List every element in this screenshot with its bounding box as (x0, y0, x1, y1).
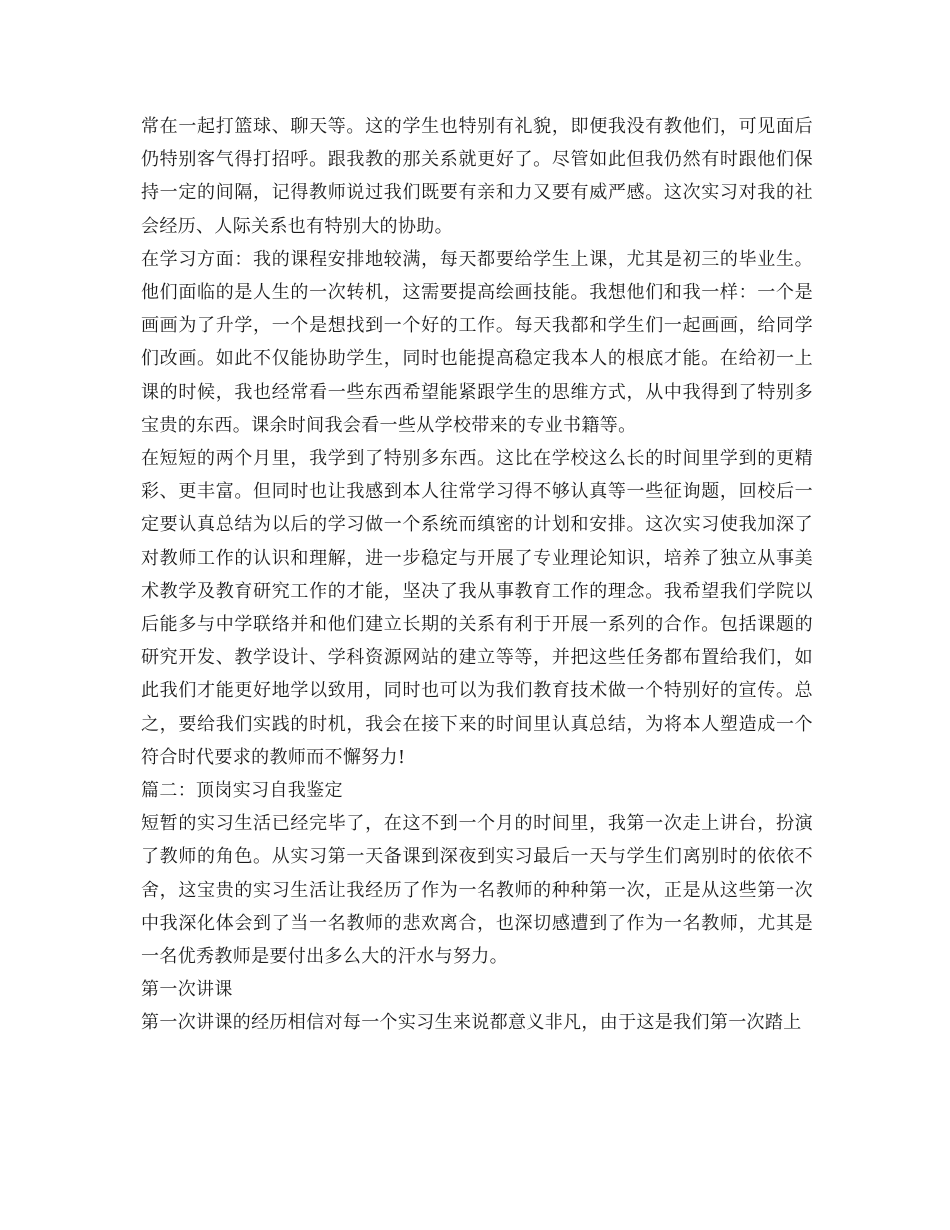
subheading-first-lecture: 第一次讲课 (141, 979, 233, 1001)
paragraph-study: 在学习方面：我的课程安排地较满，每天都要给学生上课，尤其是初三的毕业生。他们面临的是人生的一次转机，这需要提高绘画技能。我想他们和我一样：一个是画画为了升学，一个是想找到一个好的工作。每天我都和学生们一起画画，给同学们改画。如此不仅能协助学生，同时也能提高稳定我本人的根底才能。在给初一上课的时候，我也经常看一些东西希望能紧跟学生的思维方式，从中我得到了特别多宝贵的东西。课余时间我会看一些从学校带来的专业书籍等。 (141, 248, 813, 436)
paragraph-internship-intro: 短暂的实习生活已经完毕了，在这不到一个月的时间里，我第一次走上讲台，扮演了教师的角色。从实习第一天备课到深夜到实习最后一天与学生们离别时的依依不舍，这宝贵的实习生活让我经历了作为一名教师的种种第一次，正是从这些第一次中我深化体会到了当一名教师的悲欢离合，也深切感遭到了作为一名教师，尤其是一名优秀教师是要付出多么大的汗水与努力。 (141, 813, 813, 968)
paragraph-summary: 在短短的两个月里，我学到了特别多东西。这比在学校这么长的时间里学到的更精彩、更丰富。但同时也让我感到本人往常学习得不够认真等一些征询题，回校后一定要认真总结为以后的学习做一个系统而缜密的计划和安排。这次实习使我加深了对教师工作的认识和理解，进一步稳定与开展了专业理论知识，培养了独立从事美术教学及教育研究工作的才能，坚决了我从事教育工作的理念。我希望我们学院以后能多与中学联络并和他们建立长期的关系有利于开展一系列的合作。包括课题的研究开发、教学设计、学科资源网站的建立等等，并把这些任务都布置给我们，如此我们才能更好地学以致用，同时也可以为我们教育技术做一个特别好的宣传。总之，要给我们实践的时机，我会在接下来的时间里认真总结，为将本人塑造成一个符合时代要求的教师而不懈努力! (141, 448, 813, 768)
document-body (141, 110, 813, 1040)
section-heading-part-two: 篇二：顶岗实习自我鉴定 (141, 780, 343, 802)
paragraph-first-lecture: 第一次讲课的经历相信对每一个实习生来说都意义非凡，由于这是我们第一次踏上 (141, 1012, 802, 1034)
paragraph-social-relations: 常在一起打篮球、聊天等。这的学生也特别有礼貌，即便我没有教他们，可见面后仍特别客气得打招呼。跟我教的那关系就更好了。尽管如此但我仍然有时跟他们保持一定的间隔，记得教师说过我们既要有亲和力又要有威严感。这次实习对我的社会经历、人际关系也有特别大的协助。 (141, 116, 813, 237)
